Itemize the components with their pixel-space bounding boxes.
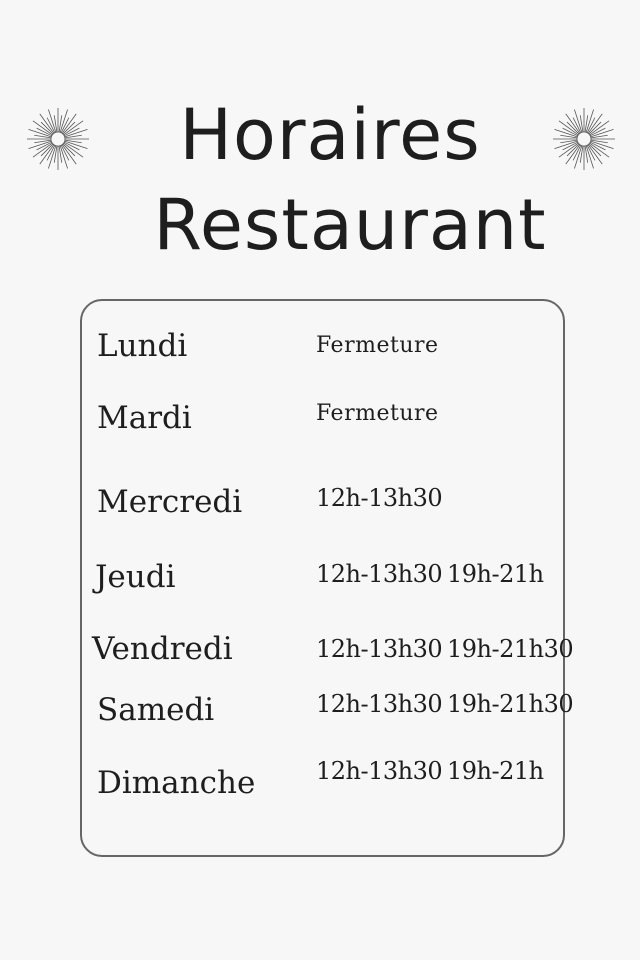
time-slot-2: 19h-21h30 — [447, 690, 574, 718]
time-slot-1: 12h-13h30 — [316, 635, 443, 663]
time-slot-2: 19h-21h — [447, 560, 544, 588]
schedule-row-mardi — [0, 398, 640, 438]
day-label: Mercredi — [97, 484, 243, 520]
page-title-line-1: Horaires — [179, 94, 481, 176]
page-title-line-2: Restaurant — [153, 184, 547, 266]
time-slot-1: 12h-13h30 — [316, 560, 443, 588]
day-label: Mardi — [97, 400, 192, 436]
sunburst-icon — [551, 106, 617, 172]
schedule-row-dimanche — [0, 757, 640, 803]
day-label: Vendredi — [92, 631, 233, 667]
schedule-row-jeudi — [0, 557, 640, 597]
time-slot-1: 12h-13h30 — [316, 484, 443, 512]
time-slot-1: 12h-13h30 — [316, 757, 443, 785]
schedule-row-samedi — [0, 690, 640, 730]
time-slot-2: 19h-21h — [447, 757, 544, 785]
day-label: Samedi — [97, 692, 215, 728]
schedule-row-mercredi — [0, 482, 640, 522]
day-label: Dimanche — [97, 765, 256, 801]
sunburst-icon — [25, 106, 91, 172]
day-label: Jeudi — [95, 559, 176, 595]
time-slot-2: 19h-21h30 — [447, 635, 574, 663]
time-slot-1: Fermeture — [316, 333, 439, 358]
day-label: Lundi — [97, 328, 188, 364]
schedule-row-vendredi — [0, 629, 640, 669]
time-slot-1: Fermeture — [316, 401, 439, 426]
time-slot-1: 12h-13h30 — [316, 690, 443, 718]
schedule-row-lundi — [0, 326, 640, 366]
